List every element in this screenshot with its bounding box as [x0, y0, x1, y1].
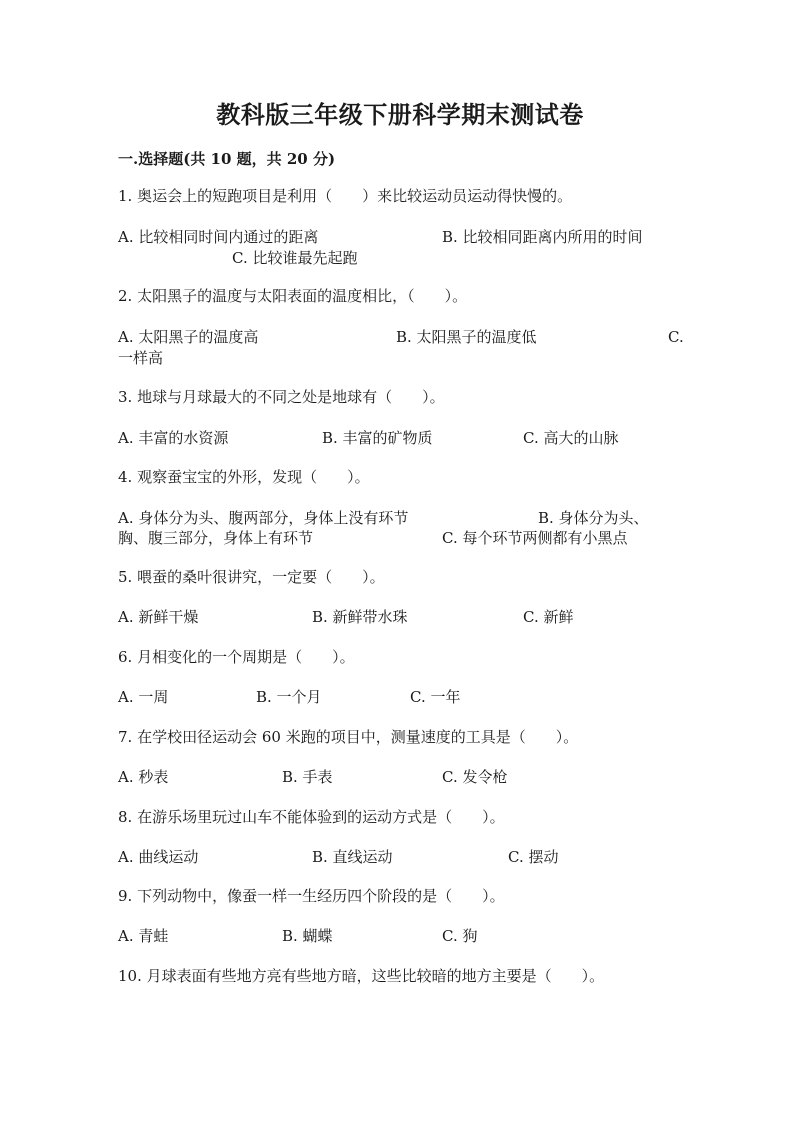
question-7: 7. 在学校田径运动会 60 米跑的项目中，测量速度的工具是（ ）。 [118, 728, 579, 746]
q1-option-c: C. 比较谁最先起跑 [232, 249, 358, 267]
q7-option-a: A. 秒表 [118, 768, 169, 786]
q4-option-c: C. 每个环节两侧都有小黑点 [442, 529, 628, 547]
q7-option-c: C. 发令枪 [442, 768, 508, 786]
q5-option-c: C. 新鲜 [523, 608, 574, 626]
q2-option-a: A. 太阳黑子的温度高 [118, 328, 259, 346]
question-2: 2. 太阳黑子的温度与太阳表面的温度相比，（ ）。 [118, 287, 468, 305]
question-5: 5. 喂蚕的桑叶很讲究，一定要（ ）。 [118, 568, 385, 586]
q1-option-a: A. 比较相同时间内通过的距离 [118, 228, 319, 246]
q9-option-a: A. 青蛙 [118, 927, 169, 945]
q3-option-a: A. 丰富的水资源 [118, 429, 229, 447]
page-title: 教科版三年级下册科学期末测试卷 [216, 100, 584, 129]
question-10: 10. 月球表面有些地方亮有些地方暗，这些比较暗的地方主要是（ ）。 [118, 967, 605, 985]
q4-option-b-start: B. 身体分为头、 [538, 509, 649, 527]
q5-option-b: B. 新鲜带水珠 [312, 608, 408, 626]
q8-option-b: B. 直线运动 [312, 848, 393, 866]
q5-option-a: A. 新鲜干燥 [118, 608, 199, 626]
q4-option-a: A. 身体分为头、腹两部分，身体上没有环节 [118, 509, 409, 527]
question-8: 8. 在游乐场里玩过山车不能体验到的运动方式是（ ）。 [118, 808, 505, 826]
q6-option-a: A. 一周 [118, 688, 169, 706]
q3-option-c: C. 高大的山脉 [523, 429, 619, 447]
question-3: 3. 地球与月球最大的不同之处是地球有（ ）。 [118, 388, 445, 406]
section-heading: 一.选择题(共 10 题，共 20 分) [118, 150, 336, 168]
q3-option-b: B. 丰富的矿物质 [322, 429, 433, 447]
q8-option-c: C. 摆动 [508, 848, 559, 866]
q8-option-a: A. 曲线运动 [118, 848, 199, 866]
q1-option-b: B. 比较相同距离内所用的时间 [442, 228, 643, 246]
q9-option-b: B. 蝴蝶 [282, 927, 333, 945]
question-9: 9. 下列动物中，像蚕一样一生经历四个阶段的是（ ）。 [118, 887, 505, 905]
q2-option-b: B. 太阳黑子的温度低 [396, 328, 537, 346]
question-6: 6. 月相变化的一个周期是（ ）。 [118, 648, 355, 666]
q4-option-b-end: 胸、腹三部分，身体上有环节 [118, 529, 314, 547]
q7-option-b: B. 手表 [282, 768, 333, 786]
q6-option-c: C. 一年 [410, 688, 461, 706]
question-4: 4. 观察蚕宝宝的外形，发现（ ）。 [118, 468, 370, 486]
q2-option-c-text: 一样高 [118, 349, 164, 367]
q2-option-c-label: C. [668, 328, 684, 346]
q9-option-c: C. 狗 [442, 927, 478, 945]
question-1: 1. 奥运会上的短跑项目是利用（ ）来比较运动员运动得快慢的。 [118, 187, 573, 205]
q6-option-b: B. 一个月 [256, 688, 322, 706]
